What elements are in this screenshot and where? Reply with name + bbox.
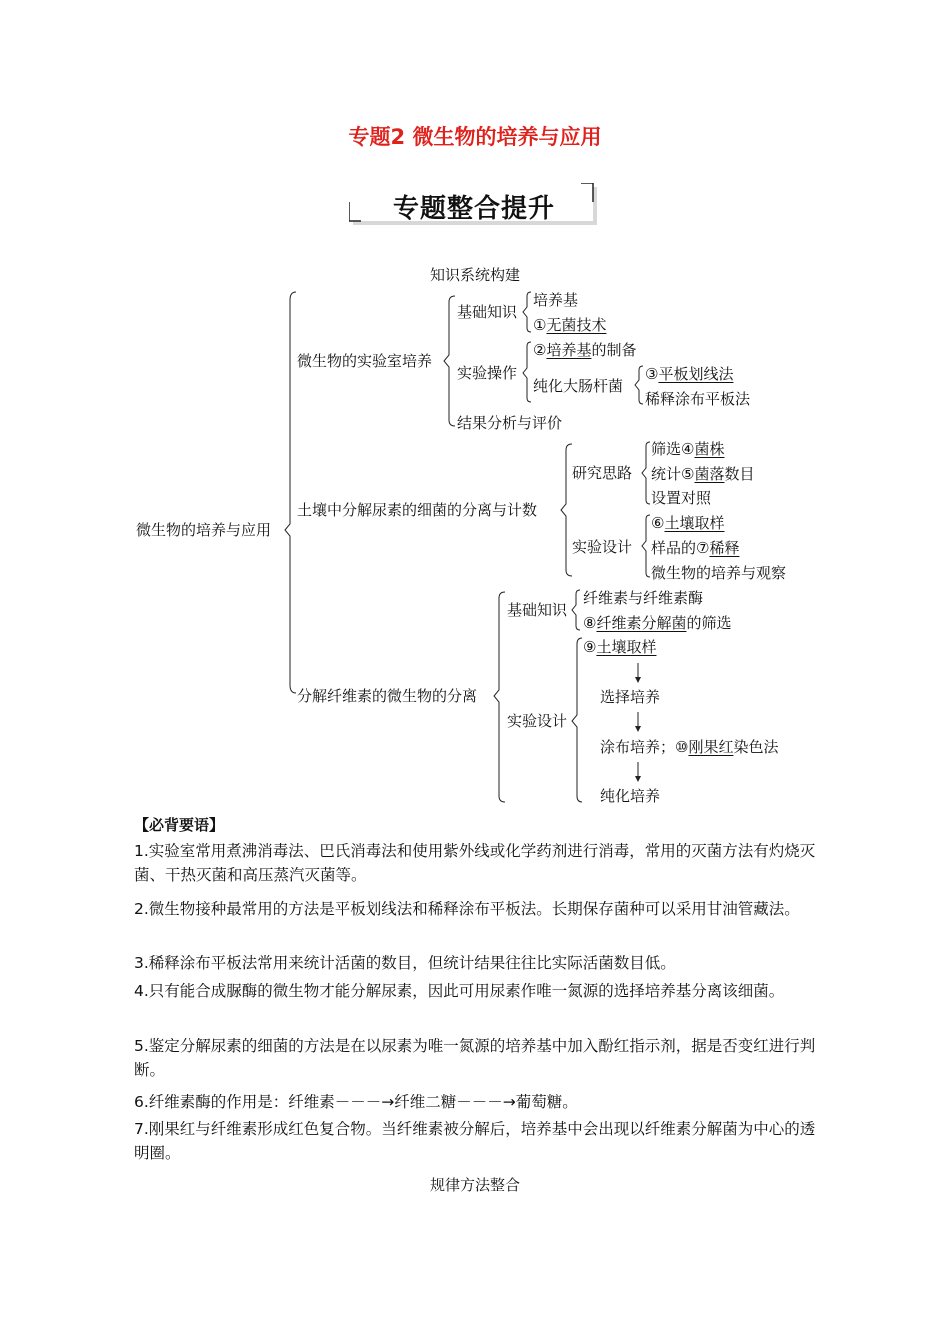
leaf-culture-observe: 微生物的培养与观察 [651,564,787,582]
key-point-7: 7.刚果红与纤维素形成红色复合物。当纤维素被分解后，培养基中会出现以纤维素分解菌为中心的透明圈。 [134,1120,816,1162]
leaf-cellulose-enzyme: 纤维素与纤维素酶 [583,589,704,607]
leaf-aseptic-technique: ①无菌技术 [533,316,607,334]
map-title: 知识系统构建 [429,266,520,284]
step-soil-sampling: ⑨土壤取样 [583,638,657,656]
node-experiment-design-1: 实验设计 [572,538,633,556]
key-point-3: 3.稀释涂布平板法常用来统计活菌的数目，但统计结果往往比实际活菌数目低。 [134,954,676,972]
branch-lab-culture: 微生物的实验室培养 [297,352,433,370]
key-point-6: 6.纤维素酶的作用是：纤维素－－－→纤维二糖－－－→葡萄糖。 [134,1093,578,1111]
node-experiment-design-3: 实验设计 [507,712,568,730]
leaf-spread-plate: 稀释涂布平板法 [645,390,751,408]
step-selective-culture: 选择培养 [600,688,661,706]
node-basic-knowledge-1: 基础知识 [457,303,518,321]
node-experiment-operation: 实验操作 [457,364,518,382]
leaf-soil-sampling-1: ⑥土壤取样 [651,514,725,532]
tree-root: 微生物的培养与应用 [136,521,272,539]
node-result-analysis: 结果分析与评价 [457,414,563,432]
key-point-1: 1.实验室常用煮沸消毒法、巴氏消毒法和使用紫外线或化学药剂进行消毒，常用的灭菌方法有灼烧灭菌、干热灭菌和高压蒸汽灭菌等。 [134,842,816,884]
node-research-idea: 研究思路 [572,464,633,482]
document-title: 专题2 微生物的培养与应用 [348,125,602,149]
leaf-medium-preparation: ②培养基的制备 [533,341,637,359]
banner-text: 专题整合提升 [392,194,555,224]
key-point-5: 5.鉴定分解尿素的细菌的方法是在以尿素为唯一氮源的培养基中加入酚红指示剂，据是否变红进行判断。 [134,1037,816,1079]
key-points-heading: 【必背要语】 [134,816,225,834]
leaf-sample-dilution: 样品的⑦稀释 [651,539,740,557]
leaf-screen-strain: 筛选④菌株 [651,440,725,458]
leaf-streak-plate: ③平板划线法 [645,365,734,383]
node-basic-knowledge-3: 基础知识 [507,601,568,619]
key-point-2: 2.微生物接种最常用的方法是平板划线法和稀释涂布平板法。长期保存菌种可以采用甘油管藏法。 [134,900,800,918]
footer-heading: 规律方法整合 [429,1176,520,1194]
leaf-culture-medium: 培养基 [533,291,579,309]
step-purify-culture: 纯化培养 [600,787,661,805]
leaf-cellulose-decomposer: ⑧纤维素分解菌的筛选 [583,614,732,632]
key-point-4: 4.只有能合成脲酶的微生物才能分解尿素，因此可用尿素作唯一氮源的选择培养基分离该细菌。 [134,982,785,1000]
leaf-set-control: 设置对照 [651,489,712,507]
branch-cellulose-microbes: 分解纤维素的微生物的分离 [297,687,478,705]
branch-urea-bacteria: 土壤中分解尿素的细菌的分离与计数 [297,501,538,519]
step-spread-culture: 涂布培养；⑩刚果红染色法 [600,738,779,756]
leaf-count-colonies: 统计⑤菌落数目 [651,465,755,483]
node-purify-ecoli: 纯化大肠杆菌 [533,377,624,395]
